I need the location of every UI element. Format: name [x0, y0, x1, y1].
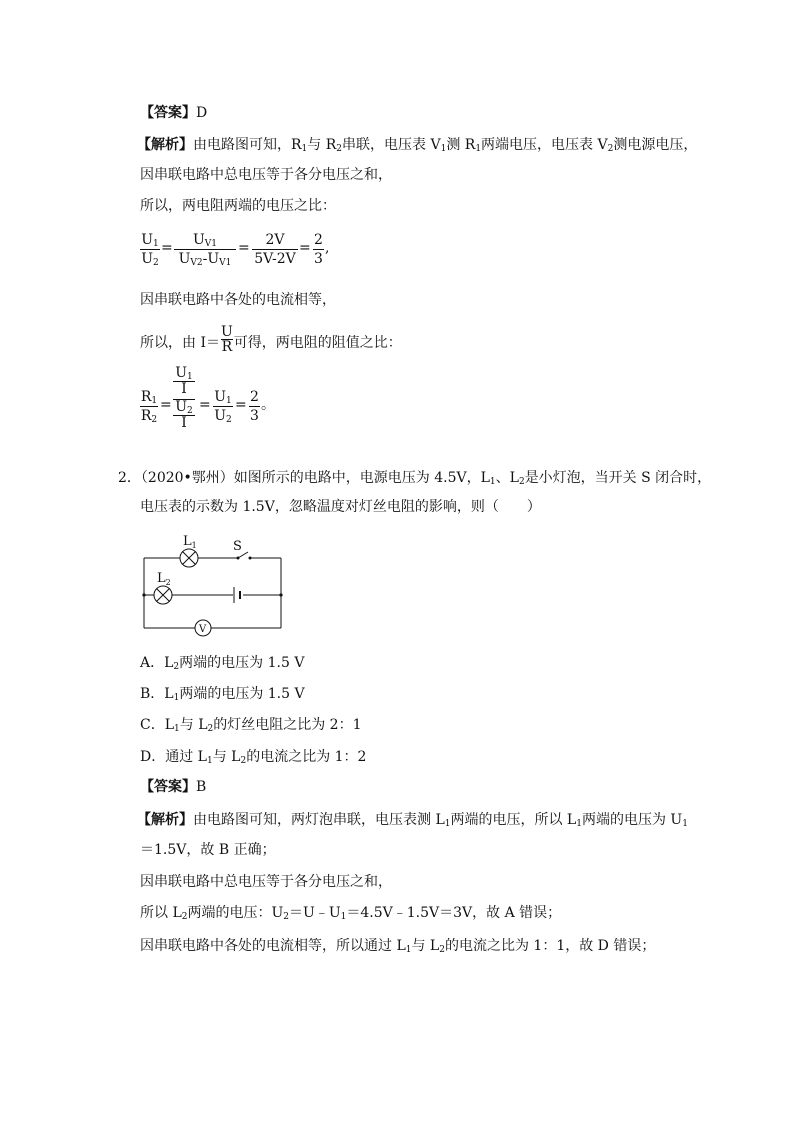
answer-line	[140, 104, 207, 122]
analysis-line-3: 所以，两电阻两端的电压之比：	[140, 198, 336, 214]
fraction-2v: 2V 5V-2V	[252, 232, 298, 267]
answer-value: D	[196, 105, 208, 121]
fraction-u1-u2-b: $U_1$ $U_2$	[214, 389, 232, 425]
answer-line-2: 【答案】B	[140, 779, 207, 795]
option-a: A．$L_2$两端的电压为 1.5 V	[140, 655, 305, 672]
option-d: D．通过 $L_1$与 $L_2$的电流之比为 1：2	[140, 749, 367, 766]
option-c: C．$L_1$与 $L_2$的灯丝电阻之比为 2：1	[140, 717, 362, 734]
fraction-uv1: $U_{V1}$ $U_{V2}-U_{V1}$	[174, 232, 236, 267]
question-2-stem-line-2: 电压表的示数为 1.5V，忽略温度对灯丝电阻的影响，则（ ）	[140, 499, 541, 515]
q2-analysis-line-1: 【解析】由电路图可知，两灯泡串联，电压表测 $L_1$两端的电压，所以 $L_1$两端的电压为 $U_1$	[137, 812, 688, 829]
circuit-diagram	[130, 528, 290, 638]
fraction-u-r: $\frac{U}{R}$	[220, 324, 233, 355]
fraction-u1-u2: $U_1$ $U_2$	[141, 232, 159, 268]
fraction-2-3: 2 3	[314, 232, 323, 267]
analysis-line-5: 所以，由 I＝ $\frac{U}{R}$ 可得，两电阻的阻值之比：	[140, 324, 402, 355]
label-l2: $L_2$	[157, 571, 171, 587]
q2-analysis-line-3: 因串联电路中总电压等于各分电压之和，	[140, 874, 392, 890]
analysis-line-2: 因串联电路中总电压等于各分电压之和，	[140, 167, 392, 183]
label-l1: $L_1$	[183, 534, 197, 550]
lamp-l1	[180, 549, 198, 567]
battery	[234, 587, 240, 603]
label-s: S	[233, 539, 242, 554]
q2-analysis-line-2: ＝1.5V，故 B 正确；	[140, 842, 276, 858]
question-2-stem-line-1: 2．（2020•鄂州）如图所示的电路中，电源电压为 4.5V，$L_1$、$L_2$是小灯泡，当开关 S 闭合时，	[118, 470, 712, 487]
q2-analysis-line-5: 因串联电路中各处的电流相等，所以通过 $L_1$与 $L_2$的电流之比为 1：1，故 D 错误；	[140, 938, 656, 955]
option-b: B．$L_1$两端的电压为 1.5 V	[140, 686, 305, 703]
analysis-line-1: 【解析】由电路图可知，$R_1$与 $R_2$串联，电压表 $V_1$测 $R_1$两端电压，电压表 $V_2$测电源电压，	[137, 137, 698, 154]
fraction-2-3-b: 2 3	[250, 389, 259, 424]
analysis-line-4: 因串联电路中各处的电流相等，	[140, 292, 336, 308]
q2-analysis-line-4: 所以 $L_2$两端的电压：$U_2=U﹣U_1=4.5V﹣1.5V=3V$，故 A 错误；	[140, 905, 562, 922]
analysis-tag: 【解析】	[137, 137, 193, 153]
fraction-r1-r2: $R_1$ $R_2$	[140, 389, 158, 425]
answer-tag: 【答案】	[140, 105, 196, 121]
lamp-l2	[154, 586, 172, 604]
compound-fraction: $U_1$ I $U_2$ I	[173, 366, 195, 431]
label-v: V	[199, 624, 207, 635]
answer-value-2: B	[196, 779, 207, 795]
